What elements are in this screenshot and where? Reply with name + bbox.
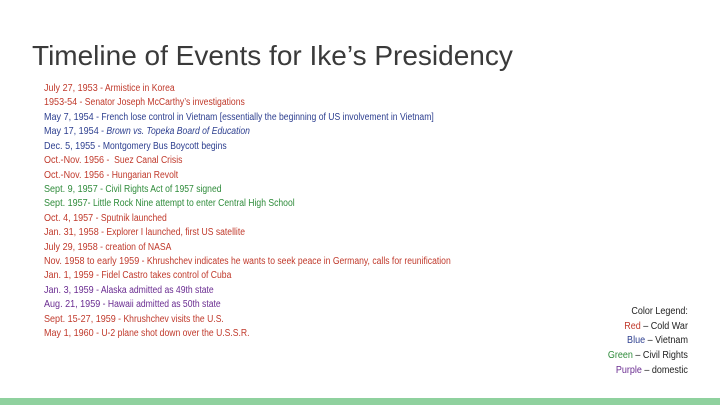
- event-date: Dec. 5, 1955: [44, 139, 96, 152]
- legend-description: – Cold War: [640, 320, 688, 332]
- legend-title: Color Legend:: [631, 306, 688, 317]
- event-separator: -: [93, 212, 101, 224]
- event-date: Aug. 21, 1959: [44, 298, 101, 311]
- event-description: U-2 plane shot down over the U.S.S.R.: [101, 328, 250, 340]
- legend-color-name: Blue: [627, 335, 646, 347]
- event-separator: -: [93, 284, 101, 296]
- event-separator: -: [93, 270, 102, 282]
- event-separator: -: [104, 169, 112, 181]
- event-date: Sept. 9, 1957: [44, 182, 98, 195]
- event-separator: -: [97, 83, 105, 94]
- slide-title: Timeline of Events for Ike’s Presidency: [32, 40, 513, 71]
- legend-color-name: Red: [624, 320, 641, 332]
- timeline-event: [44, 110, 451, 124]
- event-date: July 27, 1953: [44, 82, 98, 94]
- event-description: Civil Rights Act of 1957 signed: [105, 183, 222, 195]
- event-date: Sept. 1957: [44, 197, 88, 210]
- legend-description: – domestic: [641, 364, 688, 376]
- event-description: Little Rock Nine attempt to enter Central High School: [92, 198, 295, 210]
- event-separator: -: [87, 198, 93, 210]
- timeline-event-list: [44, 81, 517, 341]
- event-description: Suez Canal Crisis: [111, 155, 183, 167]
- timeline-event: [44, 326, 451, 340]
- event-separator: -: [100, 299, 108, 311]
- event-date: Oct. 4, 1957: [44, 211, 94, 224]
- event-date: Jan. 31, 1958: [44, 226, 99, 239]
- event-separator: -: [95, 140, 103, 152]
- timeline-event: [44, 153, 451, 167]
- color-legend: [608, 305, 688, 379]
- event-separator: -: [93, 328, 102, 340]
- event-date: May 7, 1954: [44, 110, 94, 123]
- event-description: Fidel Castro takes control of Cuba: [101, 270, 232, 282]
- timeline-event: [44, 124, 451, 138]
- timeline-event: [44, 268, 451, 282]
- event-date: Jan. 1, 1959: [44, 269, 94, 282]
- event-date: 1953-54: [44, 96, 78, 109]
- timeline-event: [44, 95, 451, 109]
- event-description: Hawaii admitted as 50th state: [107, 299, 221, 311]
- event-separator: -: [104, 155, 112, 167]
- event-separator: -: [98, 227, 107, 239]
- legend-description: – Vietnam: [645, 335, 688, 347]
- event-description: Hungarian Revolt: [111, 169, 179, 181]
- event-description: Senator Joseph McCarthy’s investigations: [84, 97, 245, 109]
- event-date: Nov. 1958 to early 1959: [44, 255, 140, 268]
- event-date: Oct.-Nov. 1956: [44, 154, 105, 167]
- legend-item: [608, 349, 688, 364]
- timeline-event: [44, 182, 451, 196]
- legend-color-name: Purple: [615, 364, 642, 376]
- legend-description: – Civil Rights: [632, 350, 688, 362]
- event-separator: -: [93, 111, 102, 123]
- legend-color-name: Green: [607, 350, 633, 362]
- event-separator: -: [97, 183, 106, 195]
- event-description: Explorer I launched, first US satellite: [106, 227, 245, 239]
- timeline-event: [44, 283, 451, 297]
- event-date: May 17, 1954: [44, 125, 99, 138]
- timeline-event: [44, 254, 451, 268]
- event-separator: -: [77, 97, 85, 109]
- event-description: Brown vs. Topeka Board of Education: [106, 126, 250, 138]
- legend-item: [608, 364, 688, 379]
- timeline-event: [44, 196, 451, 210]
- legend-item: [608, 334, 688, 349]
- event-description: creation of NASA: [105, 241, 172, 253]
- event-separator: -: [98, 126, 107, 138]
- timeline-event: [44, 312, 451, 326]
- event-date: May 1, 1960: [44, 327, 94, 340]
- event-description: Khrushchev indicates he wants to seek peace in Germany, calls for reunification: [146, 256, 451, 268]
- event-separator: -: [97, 241, 106, 253]
- timeline-event: [44, 168, 451, 182]
- timeline-event: [44, 297, 451, 311]
- event-separator: -: [139, 256, 147, 268]
- timeline-event: [44, 81, 451, 95]
- event-date: Jan. 3, 1959: [44, 283, 94, 296]
- event-date: July 29, 1958: [44, 240, 98, 253]
- event-description: Armistice in Korea: [104, 83, 175, 94]
- event-separator: -: [115, 313, 124, 325]
- event-description: Alaska admitted as 49th state: [100, 284, 214, 296]
- timeline-event: [44, 211, 451, 225]
- event-date: Oct.-Nov. 1956: [44, 168, 105, 181]
- timeline-event: [44, 240, 451, 254]
- event-description: Montgomery Bus Boycott begins: [102, 140, 227, 152]
- legend-item: [608, 320, 688, 335]
- timeline-event: [44, 139, 451, 153]
- bottom-accent-bar: [0, 398, 720, 405]
- timeline-event: [44, 225, 451, 239]
- event-description: Sputnik launched: [100, 212, 167, 224]
- event-description: French lose control in Vietnam [essentially the beginning of US involvement in Vietnam]: [101, 111, 434, 123]
- event-description: Khrushchev visits the U.S.: [123, 313, 224, 325]
- event-date: Sept. 15-27, 1959: [44, 312, 116, 325]
